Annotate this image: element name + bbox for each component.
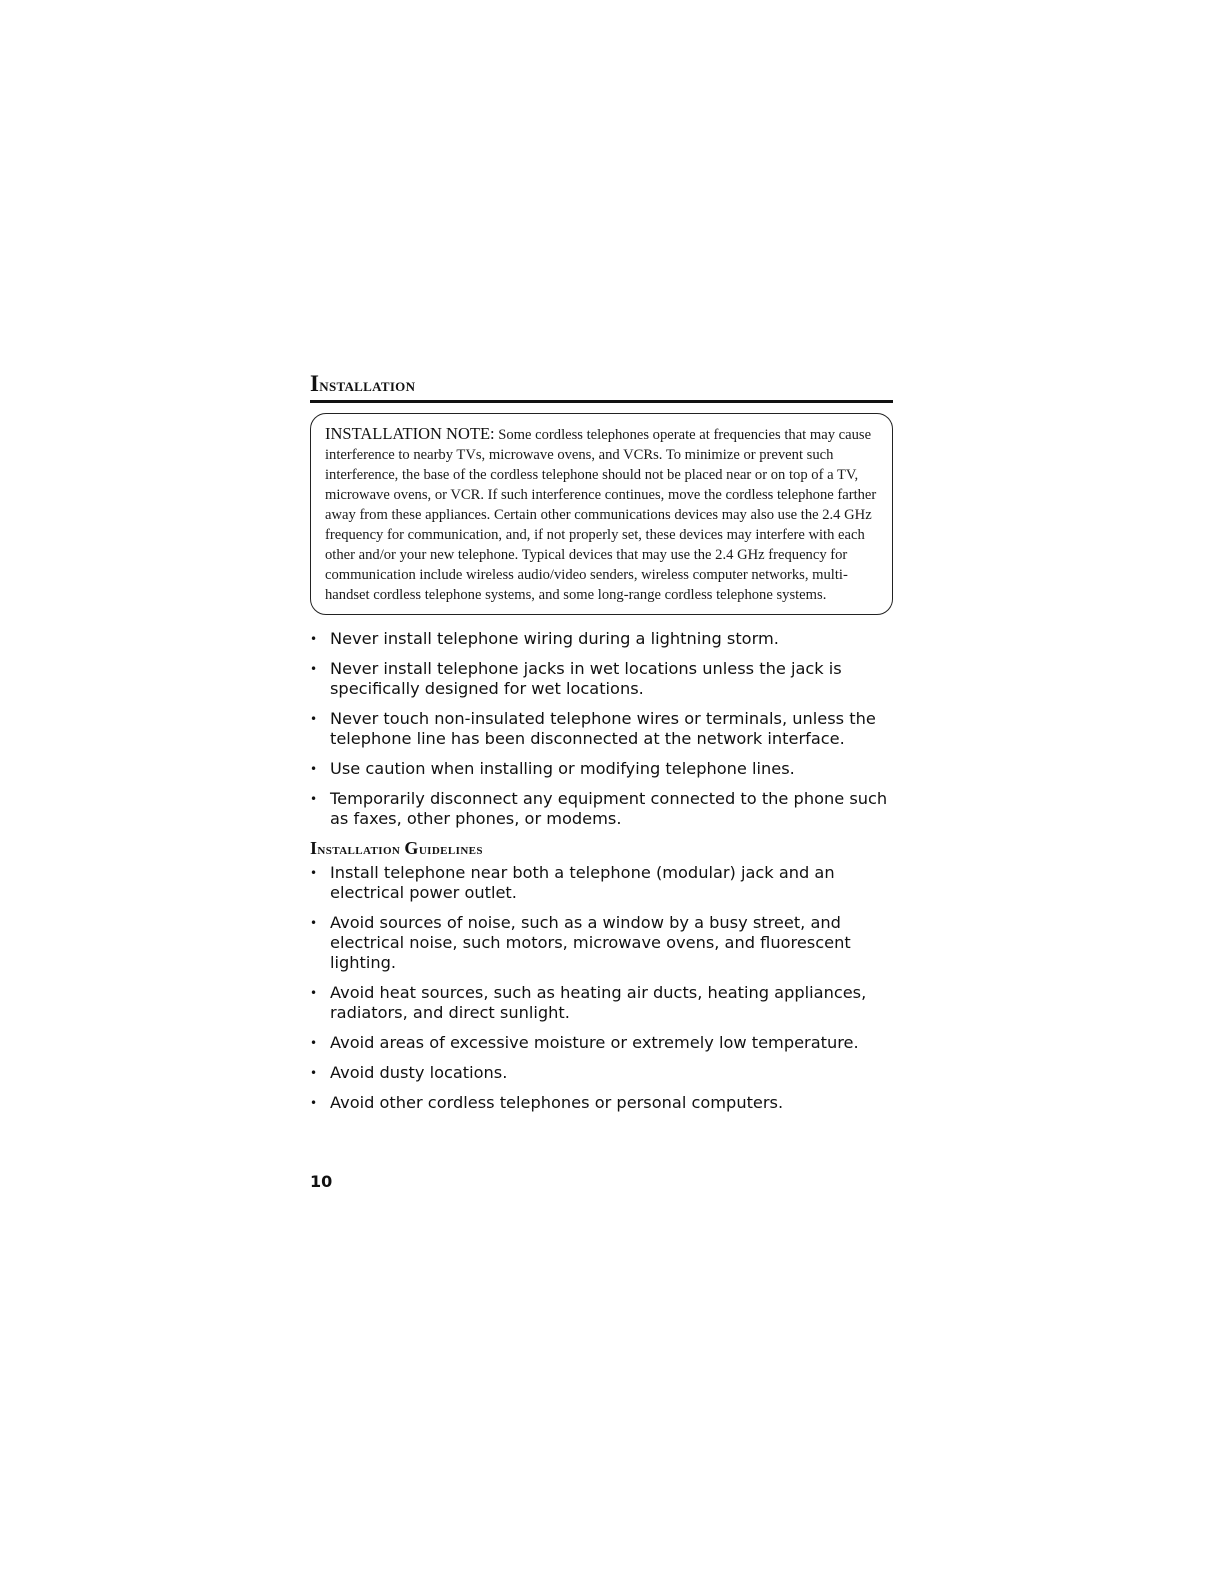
bullet-icon: • [310, 762, 318, 776]
bullet-icon: • [310, 1036, 318, 1050]
list-item-text: Avoid heat sources, such as heating air ducts, heating appliances, radiators, and direct sunlight. [330, 983, 867, 1022]
list-item-text: Avoid dusty locations. [330, 1063, 508, 1082]
list-item-text: Avoid areas of excessive moisture or extremely low temperature. [330, 1033, 859, 1052]
guidelines-title-rest-1: nstallation [317, 842, 405, 858]
list-item [310, 863, 893, 903]
list-item [310, 1063, 893, 1083]
guidelines-bullet-list [310, 863, 893, 1113]
guidelines-title-initial-1: I [310, 838, 318, 858]
guidelines-title [310, 838, 893, 860]
list-item [310, 709, 893, 749]
list-item-text: Temporarily disconnect any equipment connected to the phone such as faxes, other phones, or modems. [330, 789, 888, 828]
section-title [310, 372, 893, 400]
list-item-text: Avoid other cordless telephones or personal computers. [330, 1093, 784, 1112]
safety-bullet-list [310, 629, 893, 829]
bullet-icon: • [310, 662, 318, 676]
bullet-icon: • [310, 986, 318, 1000]
page-number: 10 [310, 1172, 333, 1191]
list-item [310, 1093, 893, 1113]
list-item [310, 789, 893, 829]
list-item-text: Never install telephone wiring during a lightning storm. [330, 629, 779, 648]
section-title-rest: nstallation [319, 375, 416, 396]
list-item [310, 913, 893, 973]
bullet-icon: • [310, 632, 318, 646]
bullet-icon: • [310, 1066, 318, 1080]
list-item-text: Install telephone near both a telephone (modular) jack and an electrical power outlet. [330, 863, 835, 902]
page-content [310, 372, 893, 1123]
list-item-text: Avoid sources of noise, such as a window by a busy street, and electrical noise, such motors, microwave ovens, and fluorescent lighting. [330, 913, 851, 972]
list-item [310, 983, 893, 1023]
list-item [310, 759, 893, 779]
bullet-icon: • [310, 1096, 318, 1110]
bullet-icon: • [310, 866, 318, 880]
list-item-text: Use caution when installing or modifying telephone lines. [330, 759, 795, 778]
note-label: INSTALLATION NOTE: [325, 424, 495, 443]
list-item-text: Never install telephone jacks in wet locations unless the jack is specifically designed for wet locations. [330, 659, 842, 698]
list-item [310, 629, 893, 649]
list-item-text: Never touch non-insulated telephone wires or terminals, unless the telephone line has been disconnected at the network interface. [330, 709, 876, 748]
installation-note-box [310, 413, 893, 615]
bullet-icon: • [310, 792, 318, 806]
title-rule [310, 400, 893, 403]
list-item [310, 1033, 893, 1053]
list-item [310, 659, 893, 699]
guidelines-title-initial-2: G [404, 838, 419, 858]
section-title-initial: I [310, 371, 320, 396]
bullet-icon: • [310, 916, 318, 930]
note-text: Some cordless telephones operate at frequencies that may cause interference to nearby TVs, microwave ovens, and VCRs. To minimize or prevent such interference, the base of the cordless telephone should not be placed near or on top of a TV, microwave ovens, or VCR. If such interference continues, move the cordless telephone farther away from these appliances. Certain other communications devices may also use the 2.4 GHz frequency for communication, and, if not properly set, these devices may interfere with each other and/or your new telephone. Typical devices that may use the 2.4 GHz frequency for communication include wireless audio/video senders, wireless computer networks, multi-handset cordless telephone systems, and some long-range cordless telephone systems. [325, 427, 877, 603]
guidelines-title-rest-2: uidelines [418, 842, 483, 858]
bullet-icon: • [310, 712, 318, 726]
